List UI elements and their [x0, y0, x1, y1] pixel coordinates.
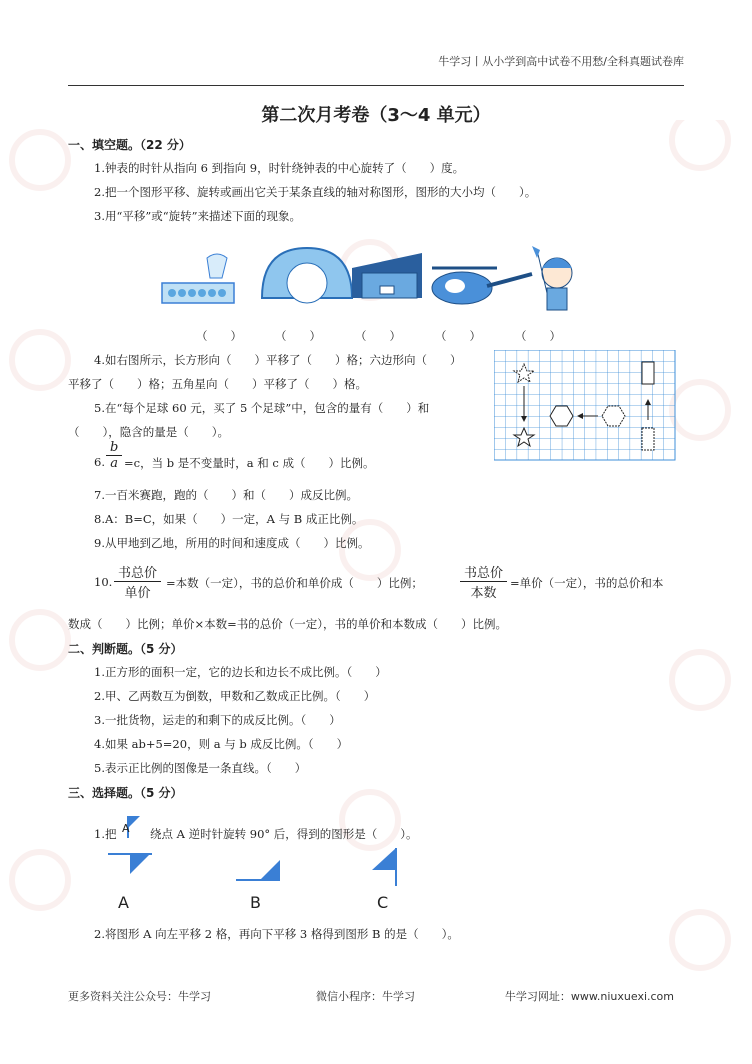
options-figures [100, 844, 420, 890]
q3-1-text: 绕点 A 逆时针旋转 90° 后，得到的图形是（ ）。 [150, 827, 418, 841]
q1-9: 9.从甲地到乙地，所用的时间和速度成（ ）比例。 [94, 536, 370, 550]
footer-right: 牛学习网址：www.niuxuexi.com [504, 990, 674, 1003]
helicopter-image [432, 268, 532, 304]
q1-10-prefix: 10. [94, 575, 113, 589]
q1-6-denominator: a [110, 456, 119, 471]
flag-a-label: A [122, 822, 130, 835]
q3-blank-1[interactable]: （ ） [196, 329, 242, 343]
q3-images [152, 238, 592, 318]
option-b-figure [236, 860, 280, 880]
q1-5-line2: （ ），隐含的量是（ ）。 [68, 425, 229, 439]
option-a-label[interactable]: A [118, 893, 129, 912]
q1-10-middle: =本数（一定），书的总价和单价成（ ）比例； [166, 576, 423, 590]
section2-heading: 二、判断题。（5 分） [68, 642, 183, 656]
q3-1-prefix: 1.把 [94, 827, 117, 841]
q2-2: 2.甲、乙两数互为倒数，甲数和乙数成正比例。（ ） [94, 689, 376, 703]
q1-10-fraction-1: 书总价 单价 [114, 562, 161, 601]
q1-6-numerator: b [110, 440, 119, 455]
q1-6-prefix: 6. [94, 455, 105, 469]
option-c-label[interactable]: C [377, 893, 389, 912]
q1-10-line2: 数成（ ）比例；单价×本数=书的总价（一定），书的单价和本数成（ ）比例。 [68, 617, 508, 631]
footer-left: 更多资料关注公众号：牛学习 [68, 990, 211, 1003]
q1-4-line1: 4.如右图所示，长方形向（ ）平移了（ ）格；六边形向（ ） [94, 353, 462, 367]
q1-10-fraction-2: 书总价 本数 [460, 562, 507, 601]
q1-7: 7.一百米赛跑，跑的（ ）和（ ）成反比例。 [94, 488, 358, 502]
option-b-label[interactable]: B [250, 893, 261, 912]
q1-6-text: =c，当 b 是不变量时，a 和 c 成（ ）比例。 [124, 456, 375, 470]
q3-blank-5[interactable]: （ ） [515, 329, 561, 343]
q3-blank-3[interactable]: （ ） [355, 329, 401, 343]
q1-8: 8.A：B=C，如果（ ）一定，A 与 B 成正比例。 [94, 512, 364, 526]
section3-heading: 三、选择题。（5 分） [68, 786, 183, 800]
q2-5: 5.表示正比例的图像是一条直线。（ ） [94, 761, 307, 775]
q1-2: 2.把一个图形平移、旋转或画出它关于某条直线的轴对称图形，图形的大小均（ ）。 [94, 185, 537, 199]
boy-pinwheel-image [532, 246, 572, 310]
page-title: 第二次月考卷（3～4 单元） [261, 105, 491, 126]
footer-mid: 微信小程序：牛学习 [316, 990, 415, 1003]
q3-2: 2.将图形 A 向左平移 2 格，再向下平移 3 格得到图形 B 的是（ ）。 [94, 927, 459, 941]
abacus-image [162, 254, 234, 303]
page-header: 牛学习丨从小学到高中试卷不用愁/全科真题试卷库 [438, 55, 684, 68]
q3-blank-2[interactable]: （ ） [275, 329, 321, 343]
q1-4-line2: 平移了（ ）格；五角星向（ ）平移了（ ）格。 [68, 377, 367, 391]
q1-5-line1: 5.在“每个足球 60 元，买了 5 个足球”中，包含的量有（ ）和 [94, 401, 430, 415]
header-rule [68, 85, 684, 86]
option-a-figure [108, 854, 152, 874]
q1-6-fraction [106, 440, 122, 471]
hand-turning-image [262, 248, 352, 303]
q1-10-post: =单价（一定），书的总价和本 [510, 576, 664, 590]
q2-1: 1.正方形的面积一定，它的边长和边长不成比例。（ ） [94, 665, 387, 679]
q2-3: 3.一批货物，运走的和剩下的成反比例。（ ） [94, 713, 341, 727]
option-c-figure [372, 848, 396, 886]
q4-grid-figure [494, 350, 676, 462]
drawer-image [352, 253, 422, 298]
q1-1: 1.钟表的时针从指向 6 到指向 9，时针绕钟表的中心旋转了（ ）度。 [94, 161, 465, 175]
q3-blank-4[interactable]: （ ） [435, 329, 481, 343]
q2-4: 4.如果 ab+5=20，则 a 与 b 成反比例。（ ） [94, 737, 349, 751]
q1-3: 3.用“平移”或“旋转”来描述下面的现象。 [94, 209, 301, 223]
section1-heading: 一、填空题。（22 分） [68, 138, 191, 152]
